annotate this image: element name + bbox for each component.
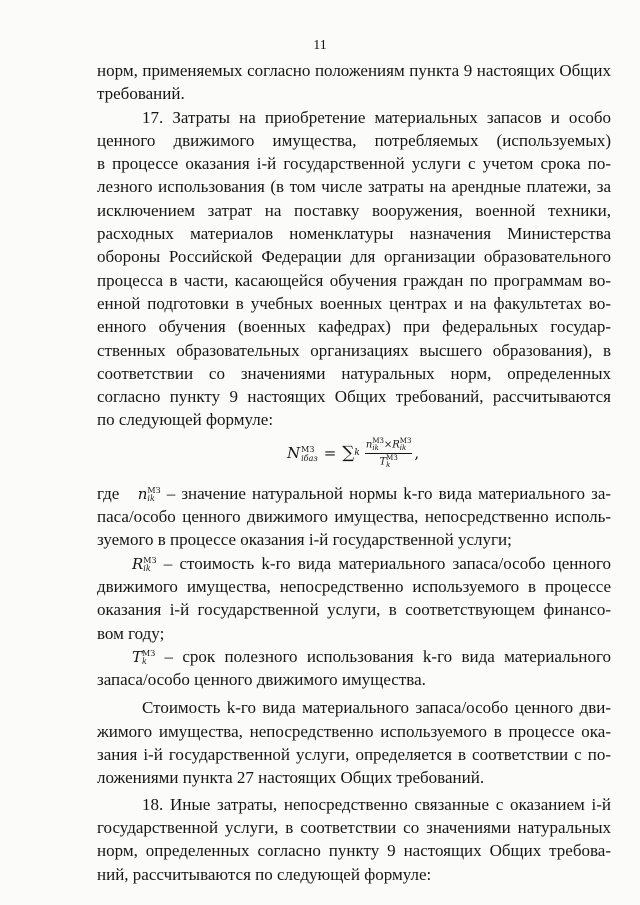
paragraph-continuation — [97, 59, 611, 106]
symbol-t: T МЗ k — [132, 647, 156, 666]
symbol-n: n МЗ ik — [137, 484, 161, 503]
formula-expression — [287, 438, 419, 469]
text-line: вом году; — [97, 623, 165, 643]
text-line: требований. — [97, 84, 185, 104]
text-line: жимого имущества, непосредственно используемого в процессе ока- — [97, 721, 611, 741]
text-line: обороны Российской Федерации для организации образовательного — [97, 247, 611, 267]
paragraph-18 — [97, 793, 611, 886]
formula-sum: ∑ — [342, 443, 355, 464]
paragraph-17 — [97, 106, 611, 432]
text-line: зуемого в процессе оказания i-й государственной услуги; — [97, 530, 512, 550]
formula-lhs: N МЗ iбаз — [287, 443, 318, 463]
text-line: государственной услуги, в соответствии со значениями натуральных — [97, 817, 611, 837]
text-line: лезного использования (в том числе затраты на арендные платежи, за — [97, 177, 611, 197]
text-line: паса/особо ценного движимого имущества, непосредственно исполь- — [97, 507, 611, 527]
text-line: ценного движимого имущества, потребляемых (используемых) — [97, 130, 611, 150]
definition-t-line: T МЗ k – срок полезного использования k-го вида материального — [132, 646, 612, 666]
text-line: норм, определенных согласно пункту 9 настоящих Общих требова- — [97, 841, 611, 861]
definition-r-line: R МЗ ik – стоимость k-го вида материального запаса/особо ценного — [132, 553, 611, 573]
formula-block — [97, 432, 611, 482]
symbol-r: R МЗ ik — [132, 554, 157, 573]
formula-comma: , — [414, 444, 420, 463]
text-line: запаса/особо ценного движимого имущества. — [97, 670, 426, 690]
formula-denominator: T МЗ k — [379, 453, 398, 469]
definition-n-line: где n МЗ ik – значение натуральной нормы k-го вида материального за- — [97, 483, 612, 503]
text-line: норм, применяемых согласно положениям пункта 9 настоящих Общих — [97, 61, 611, 80]
page-number: 11 — [313, 38, 327, 53]
document-body — [97, 59, 611, 886]
text-line: енной подготовки в учебных военных центрах и на факультетах во- — [97, 293, 611, 313]
text-line: по следующей формуле: — [97, 410, 274, 430]
text-line: ний, рассчитываются по следующей формуле: — [97, 864, 432, 884]
text-line: движимого имущества, непосредственно используемого в процессе — [97, 576, 611, 596]
definitions — [97, 482, 611, 692]
text-line: Стоимость k-го вида материального запаса/особо ценного дви- — [142, 698, 611, 718]
paragraph-cost — [97, 696, 611, 789]
text-line: в процессе оказания i-й государственной услуги с учетом срока по- — [97, 154, 611, 174]
text-line: исключением затрат на поставку вооружения, военной техники, — [97, 200, 611, 220]
text-line: согласно пункту 9 настоящих Общих требований, рассчитываются — [97, 387, 611, 407]
formula-fraction — [365, 438, 412, 469]
text-line: расходных материалов номенклатуры назначения Министерства — [97, 224, 611, 244]
text-line: 18. Иные затраты, непосредственно связанные с оказанием i-й — [142, 794, 611, 814]
text-line: енного обучения (военных кафедрах) при федеральных государ- — [97, 317, 611, 337]
formula-equals: = — [323, 444, 337, 463]
text-line: соответствии со значениями натуральных норм, определенных — [97, 363, 611, 383]
formula-sum-index: k — [354, 448, 360, 459]
text-line: 17. Затраты на приобретение материальных запасов и особо — [142, 107, 611, 127]
formula-numerator: n МЗ ik ×R МЗ ik — [365, 436, 412, 452]
text-line: ственных образовательных организациях высшего образования), в — [97, 340, 611, 360]
text-line: оказания i-й государственной услуги, в соответствующем финансо- — [97, 600, 611, 620]
text-line: ложениями пункта 27 настоящих Общих требований. — [97, 768, 485, 788]
text-line: процесса в части, касающейся обучения граждан по программам во- — [97, 270, 611, 290]
text-line: зания i-й государственной услуги, определяется в соответствии с по- — [97, 745, 611, 765]
